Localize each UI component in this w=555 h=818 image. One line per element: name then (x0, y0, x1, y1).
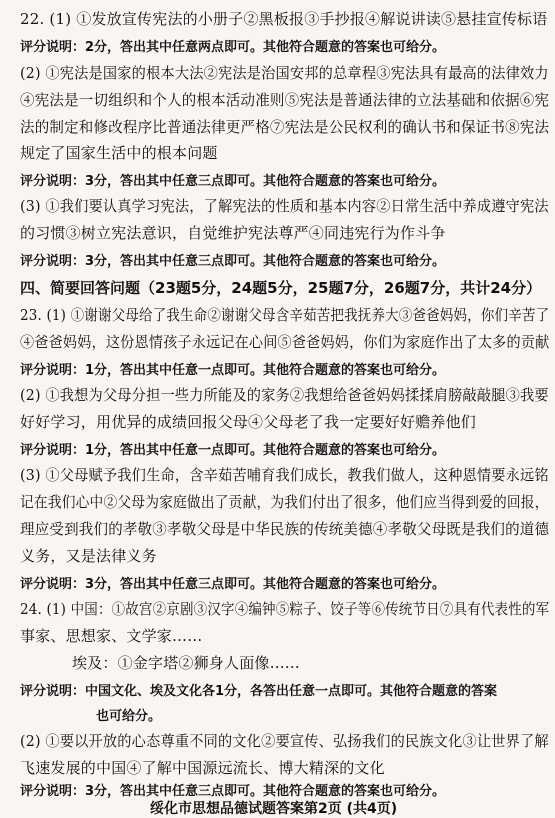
q22-part2-line3: 法的制定和修改程序比普通法律更严格⑦宪法是公民权利的确认书和保证书⑧宪法 (20, 118, 550, 136)
q22-part2-line4: 规定了国家生活中的根本问题 (20, 144, 218, 162)
q23-part3-scoring-note: 评分说明：3分，答出其中任意三点即可。其他符合题意的答案也可给分。 (20, 577, 446, 592)
q24-part2-line2: 飞速发展的中国④了解中国源远流长、博大精深的文化 (20, 759, 385, 777)
q22-part2-scoring-note: 评分说明：3分，答出其中任意三点即可。其他符合题意的答案也可给分。 (20, 174, 446, 189)
q22-part1: 22. (1) ①发放宣传宪法的小册子②黑板报③手抄报④解说讲读⑤悬挂宣传标语 (20, 10, 548, 28)
q23-part1-line1: 23. (1) ①谢谢父母给了我生命②谢谢父母含辛茹苦把我抚养大③爸爸妈妈，你们辛苦了 (20, 306, 550, 324)
q24-part1-line1: 24. (1) 中国：①故宫②京剧③汉字④编钟⑤粽子、饺子等⑥传统节日⑦具有代表性的军 (20, 600, 550, 618)
q23-part3-line1: (3) ①父母赋予我们生命，含辛茹苦哺育我们成长，教我们做人，这种恩情要永远铭 (20, 466, 549, 484)
q22-part2-line2: ④宪法是一切组织和个人的根本活动准则⑤宪法是普通法律的立法基础和依据⑥宪 (20, 91, 550, 109)
q24-part1-line2: 事家、思想家、文学家…… (20, 627, 203, 645)
q24-part1-line3-egypt: 埃及：①金字塔②狮身人面像…… (72, 654, 301, 672)
q23-part1-scoring-note: 评分说明：1分，答出其中任意一点即可。其他符合题意的答案也可给分。 (20, 363, 446, 378)
q23-part2-scoring-note: 评分说明：1分，答出其中任意一点即可。其他符合题意的答案也可给分。 (20, 443, 446, 458)
q24-part1-scoring-note-line1: 评分说明：中国文化、埃及文化各1分，各答出任意一点即可。其他符合题意的答案 (20, 684, 498, 699)
q24-part2-line1: (2) ①要以开放的心态尊重不同的文化②要宣传、弘扬我们的民族文化③让世界了解 (20, 732, 549, 750)
q23-part3-line2: 记在我们心中②父母为家庭做出了贡献，为我们付出了很多，他们应当得到爱的回报， (20, 493, 549, 511)
q22-part1-scoring-note: 评分说明：2分，答出其中任意两点即可。其他符合题意的答案也可给分。 (20, 40, 446, 55)
page-footer: 绥化市思想品德试题答案第2页 (共4页) (150, 801, 398, 817)
section4-heading: 四、简要回答问题（23题5分，24题5分，25题7分，26题7分，共计24分） (20, 279, 542, 297)
q23-part2-line2: 好好学习，用优异的成绩回报父母④父母老了我一定要好好赡养他们 (20, 413, 477, 431)
q24-part2-scoring-note: 评分说明：3分，答出其中任意三点即可。其他符合题意的答案也可给分。 (20, 784, 446, 799)
q23-part3-line3: 理应受到我们的孝敬③孝敬父母是中华民族的传统美德④孝敬父母既是我们的道德 (20, 520, 550, 538)
q23-part3-line4: 义务，又是法律义务 (20, 547, 157, 565)
q23-part2-line1: (2) ①我想为父母分担一些力所能及的家务②我想给爸爸妈妈揉揉肩膀敲敲腿③我要 (20, 386, 549, 404)
q23-part1-line2: ④爸爸妈妈，这份恩情孩子永远记在心间⑤爸爸妈妈，你们为家庭作出了太多的贡献 (20, 333, 550, 351)
q22-part3-scoring-note: 评分说明：3分，答出其中任意三点即可。其他符合题意的答案也可给分。 (20, 254, 446, 269)
q22-part3-line2: 的习惯③树立宪法意识，自觉维护宪法尊严④同违宪行为作斗争 (20, 224, 446, 242)
q24-part1-scoring-note-line2: 也可给分。 (96, 709, 162, 724)
q22-part2-line1: (2) ①宪法是国家的根本大法②宪法是治国安邦的总章程③宪法具有最高的法律效力 (20, 64, 549, 82)
q22-part3-line1: (3) ①我们要认真学习宪法，了解宪法的性质和基本内容②日常生活中养成遵守宪法 (20, 197, 549, 215)
